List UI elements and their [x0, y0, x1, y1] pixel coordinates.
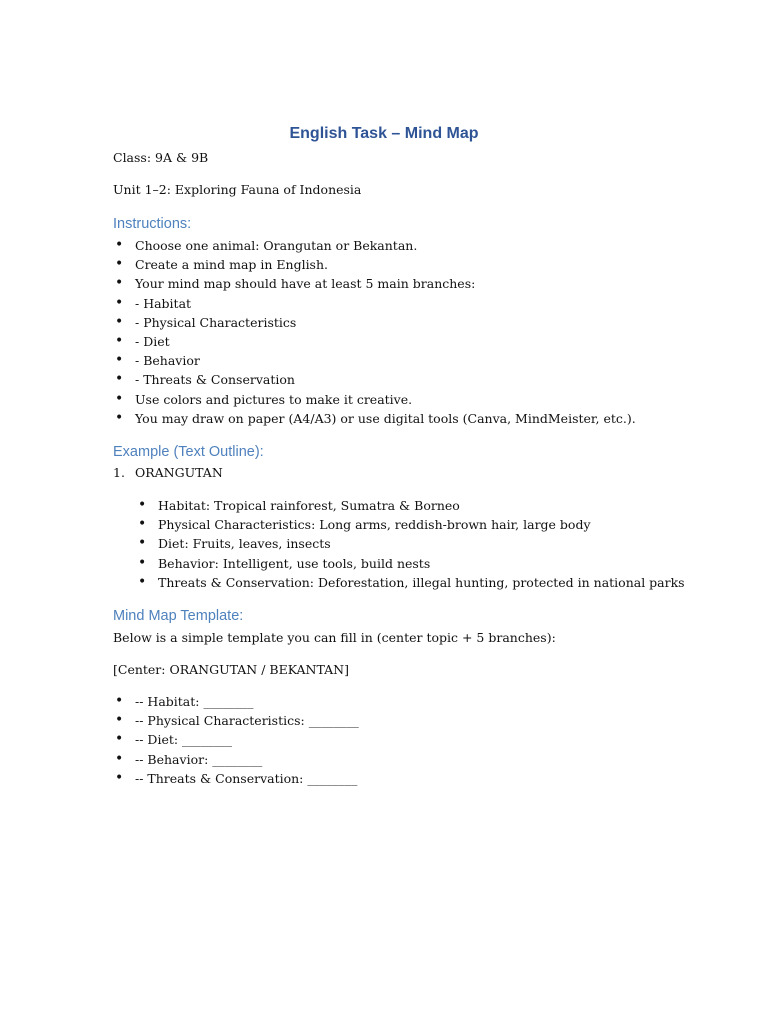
template-center: [Center: ORANGUTAN / BEKANTAN] — [113, 662, 349, 677]
list-item: • -- Threats & Conservation: ________ — [113, 769, 713, 788]
list-item: • - Habitat — [113, 294, 713, 313]
list-number: 1. — [113, 465, 125, 480]
list-item: • -- Diet: ________ — [113, 730, 713, 749]
list-item: • - Physical Characteristics — [113, 313, 713, 332]
list-item: • -- Behavior: ________ — [113, 750, 713, 769]
example-list — [136, 496, 736, 592]
list-item: • Physical Characteristics: Long arms, reddish-brown hair, large body — [136, 515, 736, 534]
list-item: • Choose one animal: Orangutan or Bekantan. — [113, 236, 713, 255]
list-item: • Behavior: Intelligent, use tools, build nests — [136, 554, 736, 573]
list-item: • -- Habitat: ________ — [113, 692, 713, 711]
instructions-heading: Instructions: — [113, 216, 192, 232]
list-item: • Habitat: Tropical rainforest, Sumatra & Borneo — [136, 496, 736, 515]
list-item: • Create a mind map in English. — [113, 255, 713, 274]
example-heading: Example (Text Outline): — [113, 444, 264, 460]
list-item: • - Diet — [113, 332, 713, 351]
list-item: • Use colors and pictures to make it creative. — [113, 390, 713, 409]
instructions-list — [113, 236, 713, 428]
template-heading: Mind Map Template: — [113, 608, 244, 624]
example-animal: ORANGUTAN — [135, 465, 223, 480]
list-item: • - Threats & Conservation — [113, 370, 713, 389]
unit-line: Unit 1–2: Exploring Fauna of Indonesia — [113, 182, 362, 197]
list-item: • Diet: Fruits, leaves, insects — [136, 534, 736, 553]
class-line: Class: 9A & 9B — [113, 150, 209, 165]
example-numbered-item — [113, 465, 223, 481]
list-item: • You may draw on paper (A4/A3) or use digital tools (Canva, MindMeister, etc.). — [113, 409, 713, 428]
template-list — [113, 692, 713, 788]
list-item: • -- Physical Characteristics: ________ — [113, 711, 713, 730]
list-item: • - Behavior — [113, 351, 713, 370]
list-item: • Your mind map should have at least 5 main branches: — [113, 274, 713, 293]
template-intro: Below is a simple template you can fill in (center topic + 5 branches): — [113, 630, 556, 645]
list-item: • Threats & Conservation: Deforestation, illegal hunting, protected in national parks — [136, 573, 736, 592]
document-title: English Task – Mind Map — [289, 125, 479, 142]
